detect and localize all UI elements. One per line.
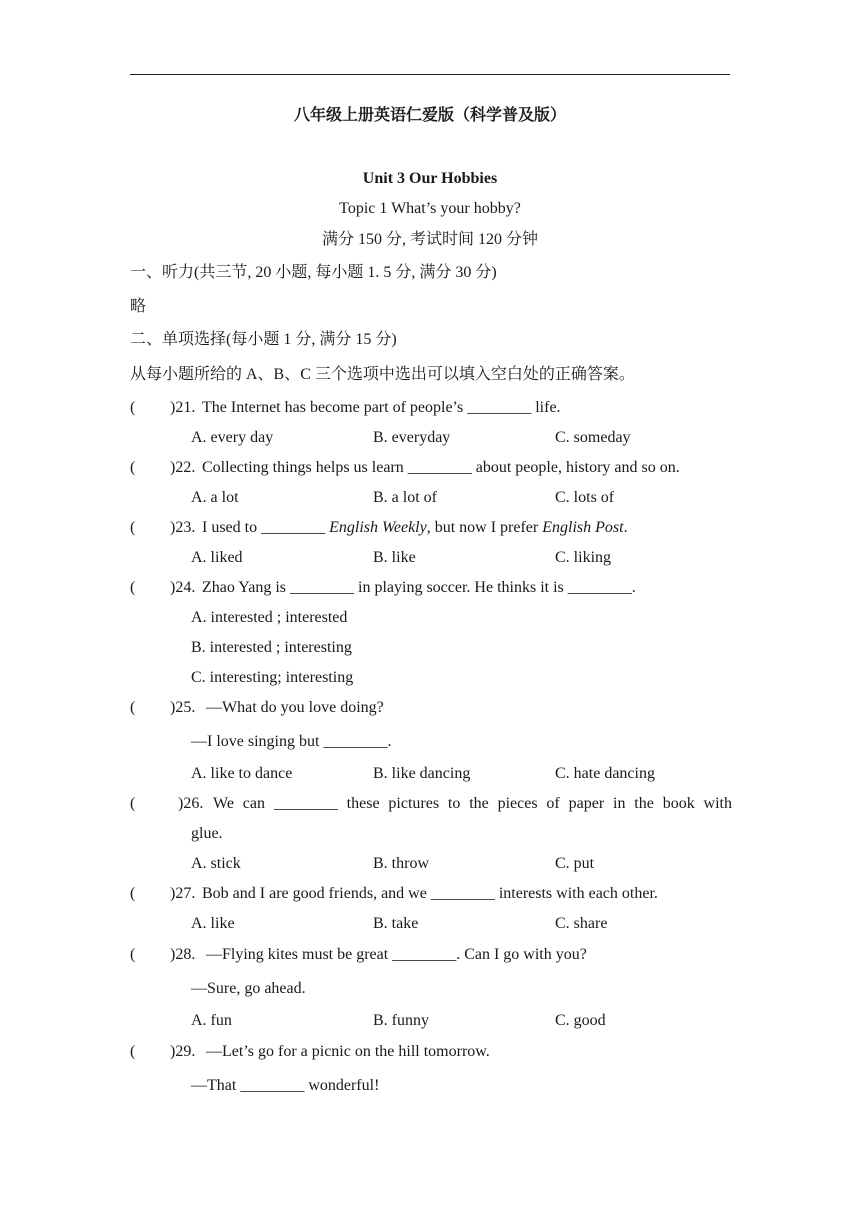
option-c: C. share bbox=[555, 915, 608, 932]
option-c: C. lots of bbox=[555, 489, 615, 506]
answer-paren: ( bbox=[130, 1043, 136, 1060]
option-b: B. take bbox=[373, 915, 419, 932]
question-number: )24. bbox=[170, 579, 196, 596]
question-text: —What do you love doing? bbox=[202, 699, 384, 716]
answer-paren: ( bbox=[130, 946, 136, 963]
option-b: B. throw bbox=[373, 855, 429, 872]
question-number: )21. bbox=[170, 399, 196, 416]
option-b: B. everyday bbox=[373, 429, 451, 446]
question-text bbox=[202, 518, 628, 538]
section2-heading: 二、单项选择(每小题 1 分, 满分 15 分) bbox=[130, 331, 397, 348]
reply-text: —That ________ wonderful! bbox=[191, 1077, 380, 1094]
answer-paren: ( bbox=[130, 699, 136, 716]
reply-text: —Sure, go ahead. bbox=[191, 980, 306, 997]
topic-title: Topic 1 What’s your hobby? bbox=[339, 200, 521, 217]
option-a: A. every day bbox=[191, 429, 274, 446]
section1-heading: 一、听力(共三节, 20 小题, 每小题 1. 5 分, 满分 30 分) bbox=[130, 264, 497, 281]
option-a: A. like bbox=[191, 915, 235, 932]
option-b: B. like dancing bbox=[373, 765, 471, 782]
section1-note: 略 bbox=[130, 298, 147, 315]
answer-paren: ( bbox=[130, 399, 136, 416]
option-a: A. liked bbox=[191, 549, 243, 566]
question-text-middle: , but now I prefer bbox=[426, 519, 543, 536]
option-a: A. a lot bbox=[191, 489, 239, 506]
reply-text: —I love singing but ________. bbox=[191, 733, 392, 750]
question-text: —Flying kites must be great ________. Can I go with you? bbox=[202, 946, 587, 963]
option-a: A. fun bbox=[191, 1012, 232, 1029]
question-number: )23. bbox=[170, 519, 196, 536]
question-number: )25. bbox=[170, 699, 196, 716]
option-c: C. hate dancing bbox=[555, 765, 655, 782]
exam-info: 满分 150 分, 考试时间 120 分钟 bbox=[321, 231, 538, 248]
option-c: C. interesting; interesting bbox=[191, 669, 354, 686]
question-number: )29. bbox=[170, 1043, 196, 1060]
answer-paren: ( bbox=[130, 579, 136, 596]
question-number: )27. bbox=[170, 885, 196, 902]
answer-paren: ( bbox=[130, 519, 136, 536]
unit-title: Unit 3 Our Hobbies bbox=[362, 170, 498, 187]
option-c: C. someday bbox=[555, 429, 631, 446]
section2-instruction: 从每小题所给的 A、B、C 三个选项中选出可以填入空白处的正确答案。 bbox=[130, 366, 635, 383]
question-text: We can ________ these pictures to the pieces of paper in the book with bbox=[213, 795, 732, 812]
question-text: —Let’s go for a picnic on the hill tomorrow. bbox=[202, 1043, 490, 1060]
question-text-end: . bbox=[623, 519, 628, 536]
question-text: Zhao Yang is ________ in playing soccer. He thinks it is ________. bbox=[202, 579, 636, 596]
option-b: B. interested ; interesting bbox=[191, 639, 352, 656]
answer-paren: ( bbox=[130, 795, 136, 812]
header-rule bbox=[130, 74, 730, 75]
option-a: A. like to dance bbox=[191, 765, 293, 782]
option-a: A. stick bbox=[191, 855, 241, 872]
option-c: C. liking bbox=[555, 549, 612, 566]
title-english-weekly: English Weekly bbox=[329, 519, 427, 536]
answer-paren: ( bbox=[130, 459, 136, 476]
title-english-post: English Post bbox=[542, 519, 624, 536]
question-number: )22. bbox=[170, 459, 196, 476]
option-a: A. interested ; interested bbox=[191, 609, 348, 626]
question-number: )28. bbox=[170, 946, 196, 963]
option-b: B. a lot of bbox=[373, 489, 437, 506]
question-text-continued: glue. bbox=[191, 825, 223, 842]
question-text: The Internet has become part of people’s ________ life. bbox=[202, 399, 561, 416]
question-text: Bob and I are good friends, and we ________ interests with each other. bbox=[202, 885, 658, 902]
option-b: B. like bbox=[373, 549, 416, 566]
book-title: 八年级上册英语仁爱版（科学普及版） bbox=[293, 107, 566, 124]
question-number: )26. bbox=[178, 795, 204, 812]
question-text: Collecting things helps us learn ________ about people, history and so on. bbox=[202, 459, 680, 476]
answer-paren: ( bbox=[130, 885, 136, 902]
option-b: B. funny bbox=[373, 1012, 429, 1029]
option-c: C. put bbox=[555, 855, 595, 872]
option-c: C. good bbox=[555, 1012, 606, 1029]
question-text-start: I used to ________ bbox=[202, 519, 330, 536]
